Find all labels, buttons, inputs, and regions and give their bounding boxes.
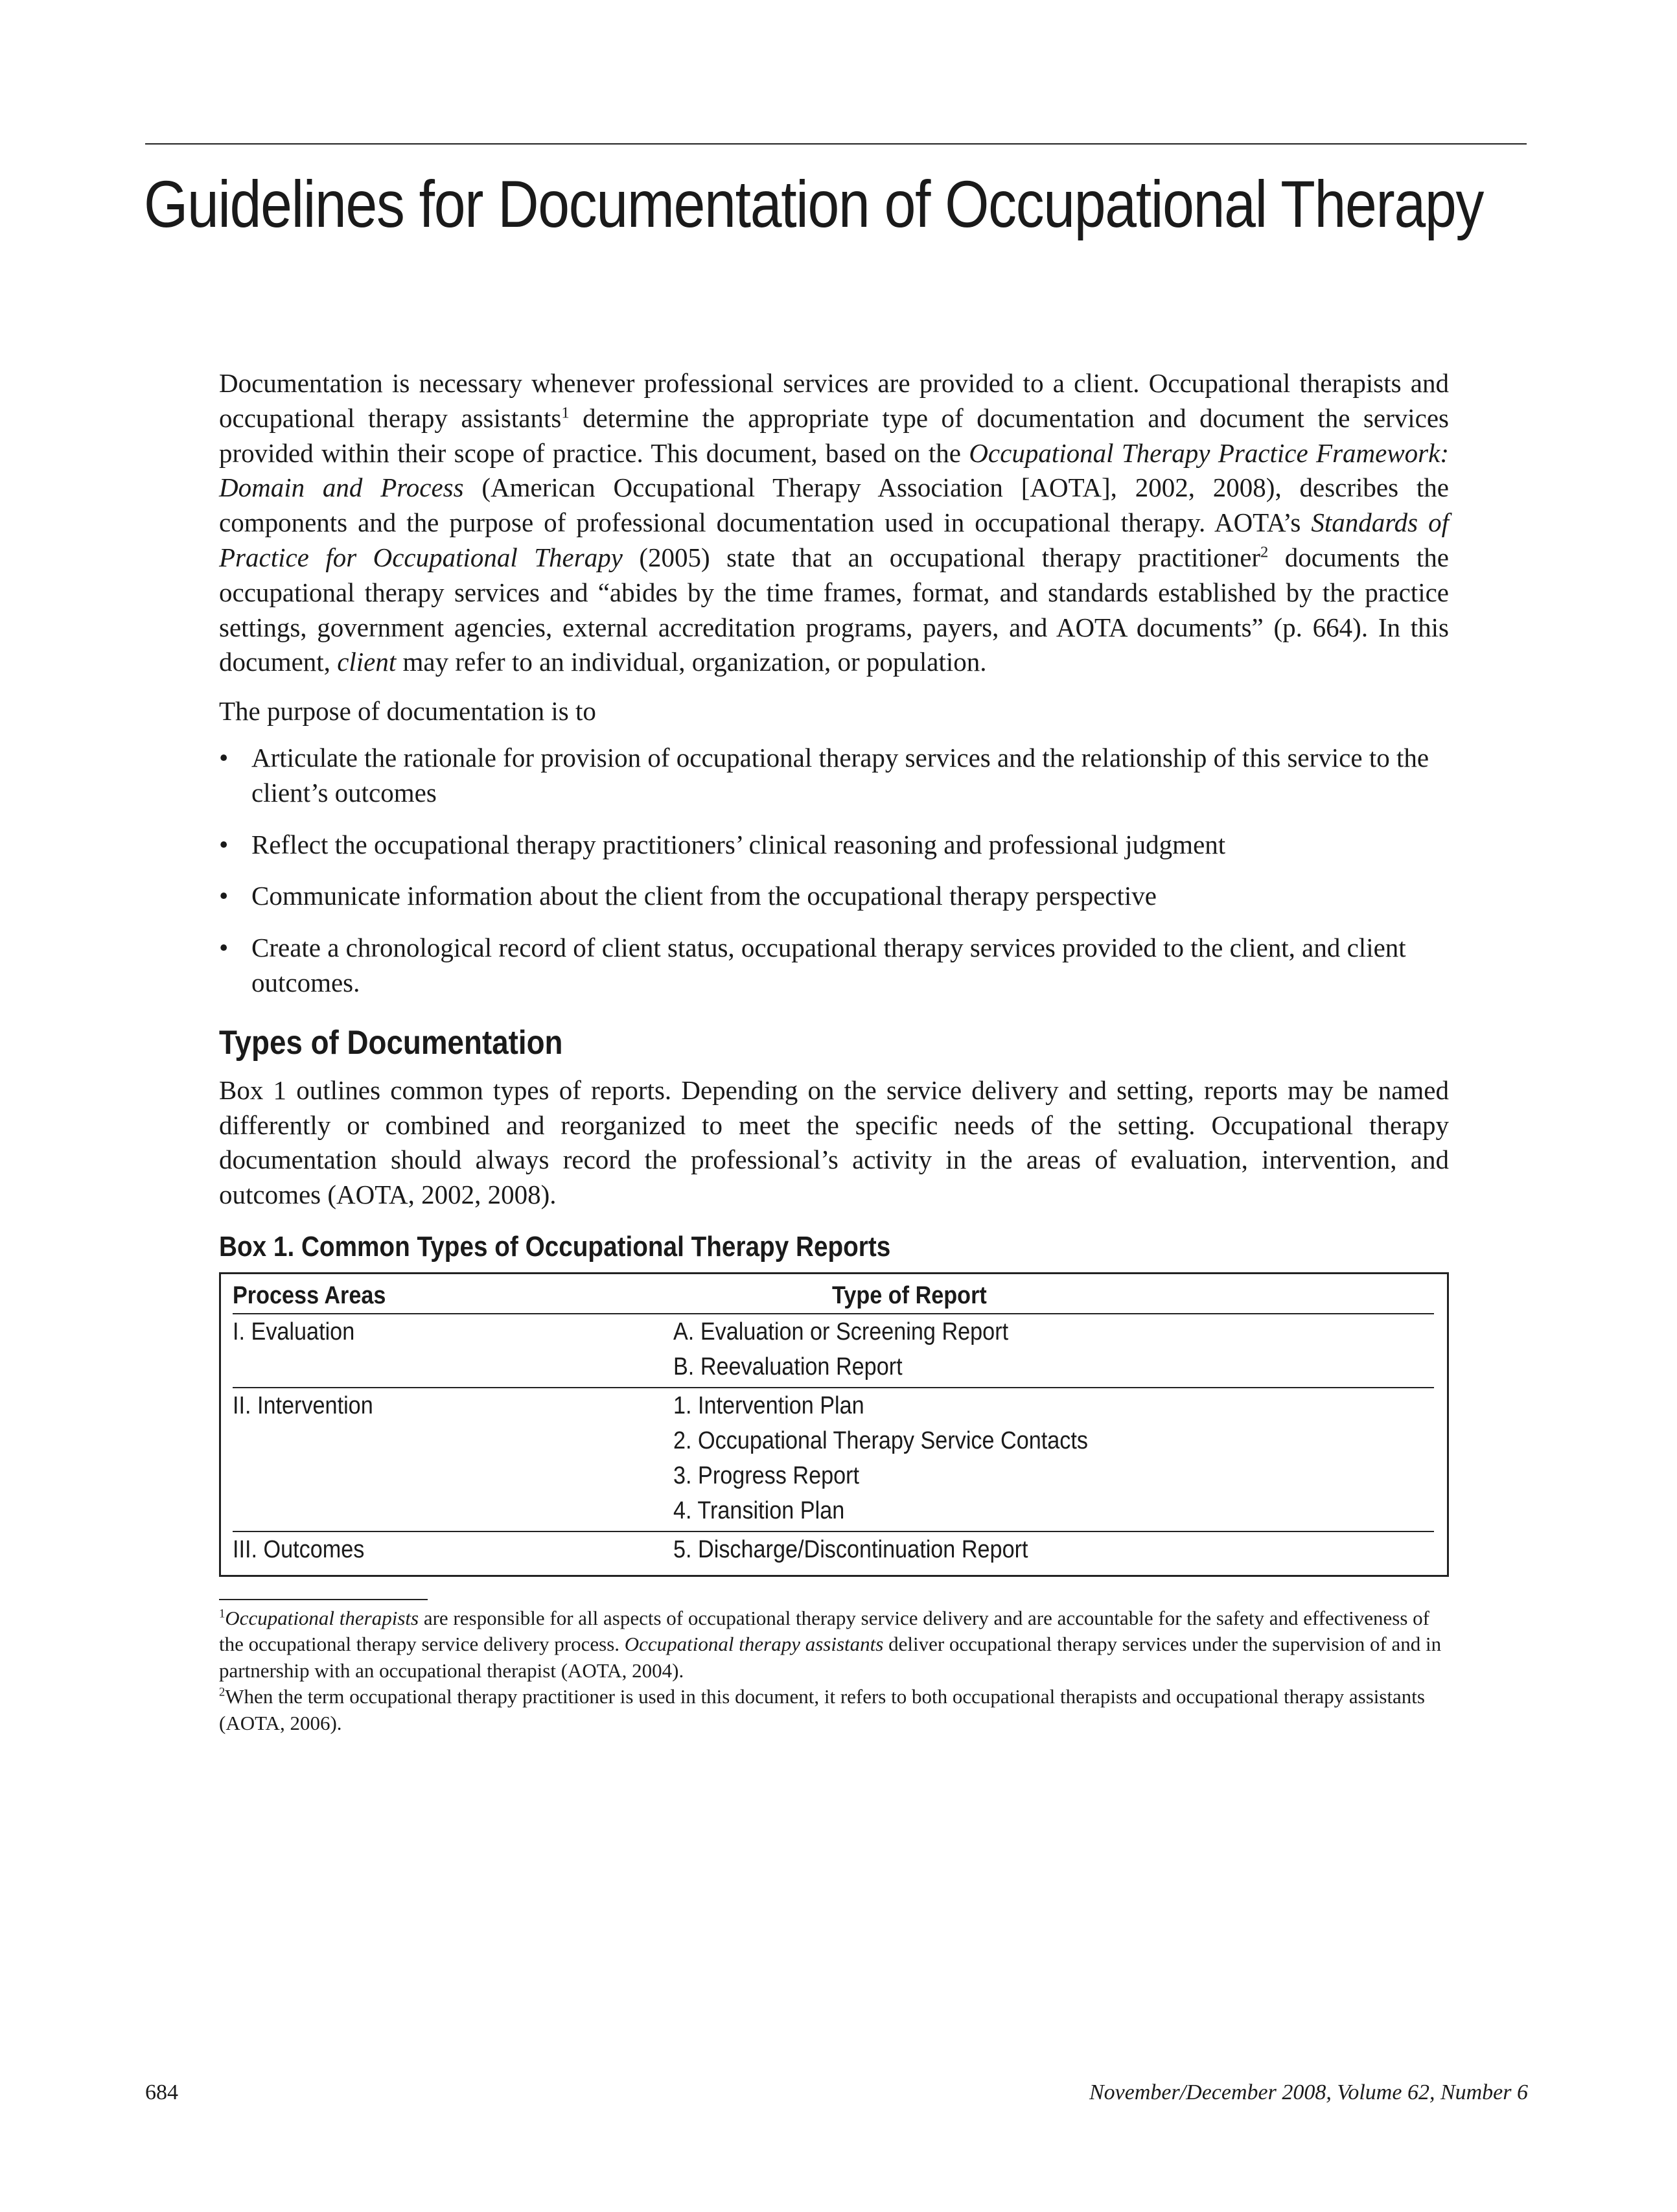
footnote-rule [219,1599,428,1600]
list-item-text: Communicate information about the client from the occupational therapy perspective [251,881,1157,911]
purpose-list [219,741,1449,1001]
footnote-text: are responsible for all aspects of occupational therapy service delivery and are accountable for the safety and effectiveness of the occupational therapy service delivery process. [219,1606,1430,1656]
table-group-outcomes [233,1532,1434,1570]
list-item [219,879,1449,914]
footnote-term: Occupational therapy assistants [624,1633,884,1656]
list-item-text: Reflect the occupational therapy practitioners’ clinical reasoning and professional judgment [251,829,1226,859]
footnotes [219,1605,1449,1737]
intro-text-2: determine the appropriate type of documentation and document the services provided within their scope of practice. This document, based on the [219,402,1450,468]
page-number: 684 [145,2080,178,2104]
list-item [219,931,1449,1001]
table-row [233,1458,1434,1493]
report-cell: 5. Discharge/Discontinuation Report [673,1535,1028,1563]
standards-title: Standards of Practice for Occupational Therapy [219,507,1449,572]
table-row [233,1349,1434,1384]
page-title: Guidelines for Documentation of Occupational Therapy [144,167,1484,241]
footnote-number: 1 [219,1607,226,1621]
section-heading: Types of Documentation [219,1023,563,1062]
process-area-cell: I. Evaluation [233,1318,355,1345]
report-cell: 3. Progress Report [673,1461,860,1489]
main-content [219,366,1449,1736]
footnote-number: 2 [219,1686,226,1700]
table-row [233,1493,1434,1528]
table-row [233,1314,1434,1349]
table-group-evaluation [233,1314,1434,1388]
report-cell: B. Reevaluation Report [673,1353,903,1380]
journal-issue: November/December 2008, Volume 62, Number 6 [1089,2080,1528,2104]
report-cell: A. Evaluation or Screening Report [673,1318,1009,1345]
report-cell: 4. Transition Plan [673,1496,845,1524]
footnote-ref-1: 1 [561,404,570,422]
framework-title: Occupational Therapy Practice Framework: Domain and Process [219,437,1449,503]
footnote-text: When the term occupational therapy practitioner is used in this document, it refers to both occupational therapists and occupational therapy assistants (AOTA, 2006). [219,1685,1425,1734]
footnote-2 [219,1684,1449,1736]
table-header [233,1278,1434,1314]
client-term: client [337,647,397,677]
top-rule [145,143,1527,145]
table-group-intervention [233,1388,1434,1532]
report-types-table [219,1272,1449,1577]
intro-text-6: may refer to an individual, organization, or population. [396,647,987,677]
column-header-process-areas: Process Areas [233,1281,386,1309]
footnote-text: deliver occupational therapy services under the supervision of and in partnership with an occupational therapist (AOTA, 2004). [219,1633,1442,1682]
purpose-lead: The purpose of documentation is to [219,696,596,727]
intro-text-3: (American Occupational Therapy Association [AOTA], 2002, 2008), describes the components and the purpose of professional documentation used in occupational therapy. AOTA’s [219,472,1449,538]
footnote-term: Occupational therapists [225,1606,419,1629]
column-header-type-of-report: Type of Report [832,1281,987,1309]
section-paragraph: Box 1 outlines common types of reports. Depending on the service delivery and setting, reports may be named differently or combined and reorganized to meet the specific needs of the setting. Occupational therapy documentation should always record the professional’s activity in the areas of evaluation, intervention, and outcomes (AOTA, 2002, 2008). [219,1075,1449,1210]
intro-paragraph [219,366,1449,680]
list-item [219,741,1449,811]
footnote-ref-2: 2 [1260,543,1269,561]
bullet-icon: • [219,742,229,773]
table-row [233,1423,1434,1458]
list-item-text: Create a chronological record of client status, occupational therapy services provided to the client, and client outcomes. [251,933,1406,997]
table-row [233,1532,1434,1567]
intro-text-5: documents the occupational therapy services and “abides by the time frames, format, and standards established by the practice settings, government agencies, external accreditation programs, payers, and AOTA documents” (p. 664). In this document, [219,542,1449,677]
bullet-icon: • [219,829,229,859]
intro-text-1: Documentation is necessary whenever professional services are provided to a client. Occupational therapists and occupational therapy assistants [219,368,1449,433]
process-area-cell: II. Intervention [233,1391,373,1419]
intro-text-4: (2005) state that an occupational therapy practitioner [622,542,1261,572]
report-cell: 1. Intervention Plan [673,1391,864,1419]
box-title: Box 1. Common Types of Occupational Therapy Reports [219,1230,891,1263]
process-area-cell: III. Outcomes [233,1535,365,1563]
list-item [219,828,1449,863]
bullet-icon: • [219,933,229,963]
footnote-1 [219,1605,1449,1684]
list-item-text: Articulate the rationale for provision of occupational therapy services and the relationship of this service to the client’s outcomes [251,742,1429,808]
report-cell: 2. Occupational Therapy Service Contacts [673,1426,1088,1454]
bullet-icon: • [219,881,229,911]
table-row [233,1388,1434,1423]
